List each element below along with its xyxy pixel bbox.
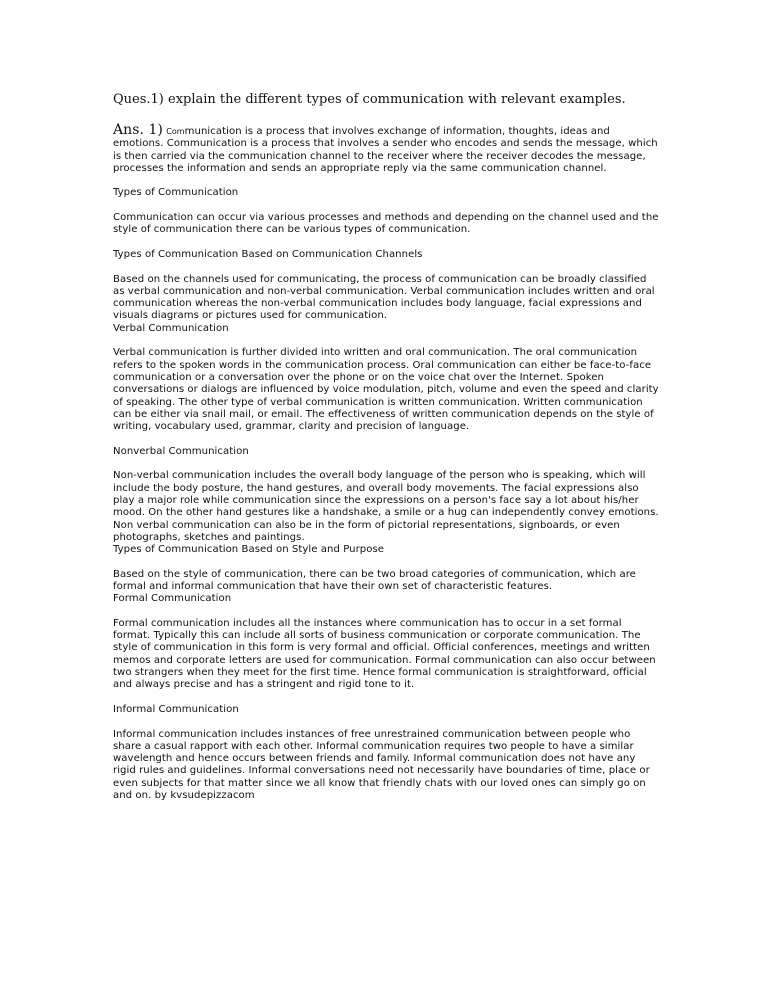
section-heading-nonverbal: Nonverbal Communication <box>113 445 249 457</box>
answer-intro-text: munication is a process that involves exchange of information, thoughts, ideas and emotions. Communication is a process that involves a sender who encodes and sends the message, which is then carried via the communication channel to the receiver where the receiver decodes the message, processes the information and sends an appropriate reply via the same communication channel. <box>113 126 658 174</box>
answer-lead-text: Com <box>166 127 185 136</box>
answer-body <box>113 124 661 815</box>
answer-label: Ans. 1) <box>113 122 163 138</box>
paragraph-informal: Informal communication includes instances of free unrestrained communication between people who share a casual rapport with each other. Informal communication requires two people to have a similar wavelength and hence occurs between friends and family. Informal communication does not have any rigid rules and guidelines. Informal conversations need not necessarily have boundaries of time, place or even subjects for that matter since we all know that friendly chats with our loved ones can simply go on and on. by kvsudepizzacom <box>113 728 650 802</box>
paragraph-nonverbal: Non-verbal communication includes the overall body language of the person who is speaking, which will include the body posture, the hand gestures, and overall body movements. The facial expressions also play a major role while communication since the expressions on a person's face say a lot about his/her mood. On the other hand gestures like a handshake, a smile or a hug can independently convey emotions. Non verbal communication can also be in the form of pictorial representations, signboards, or even photographs, sketches and paintings. <box>113 470 659 543</box>
paragraph-verbal: Verbal communication is further divided into written and oral communication. The oral communication refers to the spoken words in the communication process. Oral communication can either be face-to-face communication or a conversation over the phone or on the voice chat over the Internet. Spoken conversations or dialogs are influenced by voice modulation, pitch, volume and even the speed and clarity of speaking. The other type of verbal communication is written communication. Written communication can be either via snail mail, or email. The effectiveness of written communication depends on the style of writing, vocabulary used, grammar, clarity and precision of language. <box>113 347 659 433</box>
section-heading-informal: Informal Communication <box>113 703 239 715</box>
section-heading-verbal: Verbal Communication <box>113 322 229 334</box>
answer-intro-paragraph <box>113 124 661 175</box>
question-heading: Ques.1) explain the different types of communication with relevant examples. <box>113 92 626 107</box>
section-heading-types: Types of Communication <box>113 187 239 199</box>
paragraph-style: Based on the style of communication, there can be two broad categories of communication, which are formal and informal communication that have their own set of characteristic features. <box>113 568 636 592</box>
paragraph-channels: Based on the channels used for communicating, the process of communication can be broadly classified as verbal communication and non-verbal communication. Verbal communication includes written and oral communication whereas the non-verbal communication includes body language, facial expressions and visuals diagrams or pictures used for communication. <box>113 273 655 322</box>
section-heading-style: Types of Communication Based on Style and Purpose <box>113 544 385 556</box>
paragraph-formal: Formal communication includes all the instances where communication has to occur in a set formal format. Typically this can include all sorts of business communication or corporate communication. The style of communication in this form is very formal and official. Official conferences, meetings and written memos and corporate letters are used for communication. Formal communication can also occur between two strangers when they meet for the first time. Hence formal communication is straightforward, official and always precise and has a stringent and rigid tone to it. <box>113 617 656 691</box>
section-heading-channels: Types of Communication Based on Communication Channels <box>113 248 423 260</box>
section-heading-formal: Formal Communication <box>113 593 232 605</box>
paragraph-types: Communication can occur via various processes and methods and depending on the channel used and the style of communication there can be various types of communication. <box>113 212 659 236</box>
